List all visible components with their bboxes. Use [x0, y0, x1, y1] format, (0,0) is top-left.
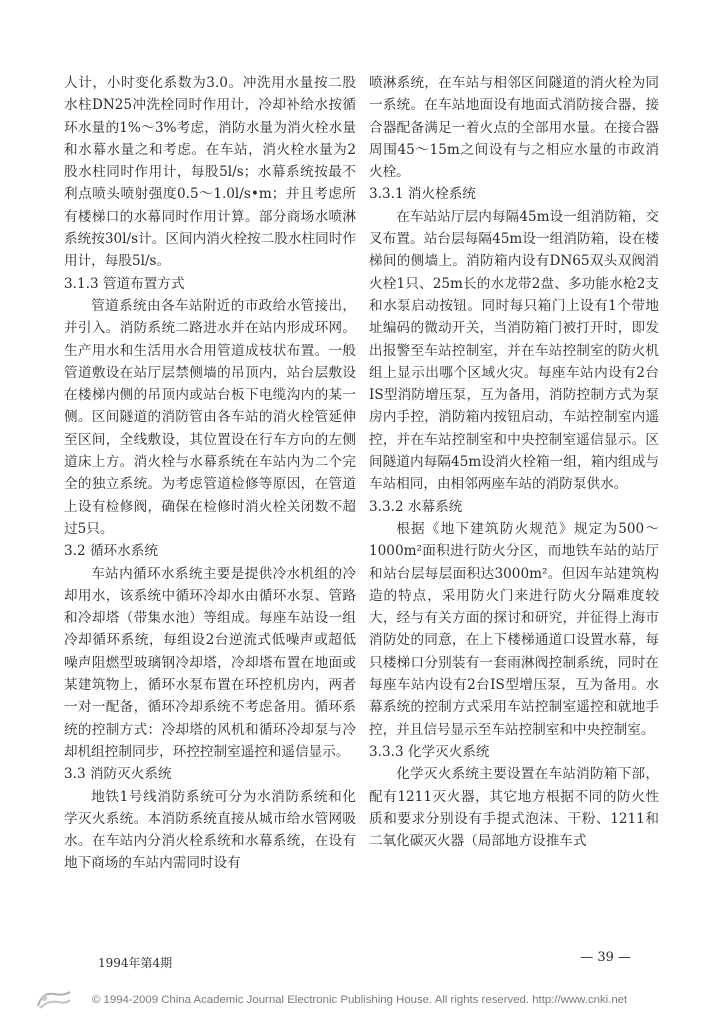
section-heading: 3.1.3 管道布置方式 — [64, 275, 185, 292]
body-paragraph: 车站内循环水系统主要是提供冷水机组的冷却用水，该系统中循环冷却水由循环水泵、管路和冷却塔（带集水池）等组成。每座车站设一组冷却循环系统，每组设2台逆流式低噪声或超低噪声阻燃型玻璃钢冷却塔，冷却塔布置在地面或某建筑物上，循环水泵布置在环控机房内，两者一对一配备，循环冷却系统不考虑备用。循环系统的控制方式：冷却塔的风机和循环冷却泵与冷却机组控制同步，环控控制室遥控和遥信显示。 — [64, 565, 356, 760]
footer-issue: 1994年第4期 — [98, 956, 173, 970]
section-heading: 3.2 循环水系统 — [64, 543, 158, 560]
page-number: — 39 — — [580, 950, 631, 965]
copyright-text: © 1994-2009 China Academic Journal Electronic Publishing House. All rights reserved. http://www.cnki.net — [92, 994, 628, 1006]
body-paragraph: 在车站站厅层内每隔45m设一组消防箱，交叉布置。站台层每隔45m设一组消防箱，设在楼梯间的侧墙上。消防箱内设有DN65双头双阀消火栓1只、25m长的水龙带2盘、多功能水枪2支和水泵启动按钮。同时每只箱门上设有1个带地址编码的微动开关，当消防箱门被打开时，即发出报警至车站控制室，并在车站控制室的防火机组上显示出哪个区域火灾。每座车站内设有2台IS型消防增压泵，互为备用，消防控制方式为泵房内手控，消防箱内按钮启动，车站控制室内遥控，并在车站控制室和中央控制室遥信显示。区间隧道内每隔45m设消火栓箱一组，箱内组成与车站相同，由相邻两座车站的消防泵供水。 — [369, 208, 659, 493]
right-column — [369, 72, 659, 852]
section-heading: 3.3 消防灭火系统 — [64, 766, 172, 783]
body-paragraph: 喷淋系统，在车站与相邻区间隧道的消火栓为同一系统。在车站地面设有地面式消防接合器，接合器配备满足一着火点的全部用水量。在接合器周围45～15m之间设有与之相应水量的市政消火栓。 — [369, 75, 659, 181]
body-paragraph: 根据《地下建筑防火规范》规定为500～1000m²面积进行防火分区，而地铁车站的站厅和站台层每层面积达3000m²。但因车站建筑构造的特点，采用防火门来进行防火分隔难度较大，经与有关方面的探讨和研究，并征得上海市消防处的同意，在上下楼梯通道口设置水幕，每只楼梯口分别装有一套雨淋阀控制系统，同时在每座车站内设有2台IS型增压泵，互为备用。水幕系统的控制方式采用车站控制室遥控和就地手控，并且信号显示至车站控制室和中央控制室。 — [369, 520, 659, 738]
section-heading: 3.3.1 消火栓系统 — [369, 186, 476, 203]
body-paragraph: 地铁1号线消防系统可分为水消防系统和化学灭火系统。本消防系统直接从城市给水管网吸水。在车站内分消火栓系统和水幕系统，在设有地下商场的车站内需同时设有 — [64, 788, 356, 872]
body-paragraph: 人计，小时变化系数为3.0。冲洗用水量按二股水柱DN25冲洗栓同时作用计，冷却补给水按循环水量的1%～3%考虑，消防水量为消火栓水量和水幕水量之和考虑。在车站，消火栓水量为2股水柱同时作用计，每股5l/s；水幕系统按最不利点喷头喷射强度0.5～1.0l/s•m；并且考虑所有楼梯口的水幕同时作用计算。部分商场水喷淋系统按30l/s计。区间内消火栓按二股水柱同时作用计，每股5l/s。 — [64, 75, 356, 270]
cnki-logo-icon — [34, 988, 74, 1012]
body-paragraph: 管道系统由各车站附近的市政给水管接出，并引入。消防系统二路进水并在站内形成环网。生产用水和生活用水合用管道成枝状布置。一般管道敷设在站厅层禁侧墙的吊顶内，站台层敷设在楼梯内侧的吊顶内或站台板下电缆沟内的某一侧。区间隧道的消防管由各车站的消火栓管延伸至区间，全线敷设，其位置设在行车方向的左侧道床上方。消火栓与水幕系统在车站内为二个完全的独立系统。为考虑管道检修等原因，在管道上设有检修阀，确保在检修时消火栓关闭数不超过5只。 — [64, 297, 356, 537]
copyright-bar — [0, 986, 705, 1016]
left-column — [64, 72, 356, 875]
section-heading: 3.3.3 化学灭火系统 — [369, 743, 490, 760]
body-paragraph: 化学灭火系统主要设置在车站消防箱下部，配有1211灭火器，其它地方根据不同的防火性质和要求分别设有手提式泡沫、干粉、1211和二氧化碳灭火器（局部地方设推车式 — [369, 766, 659, 850]
section-heading: 3.3.2 水幕系统 — [369, 498, 463, 515]
